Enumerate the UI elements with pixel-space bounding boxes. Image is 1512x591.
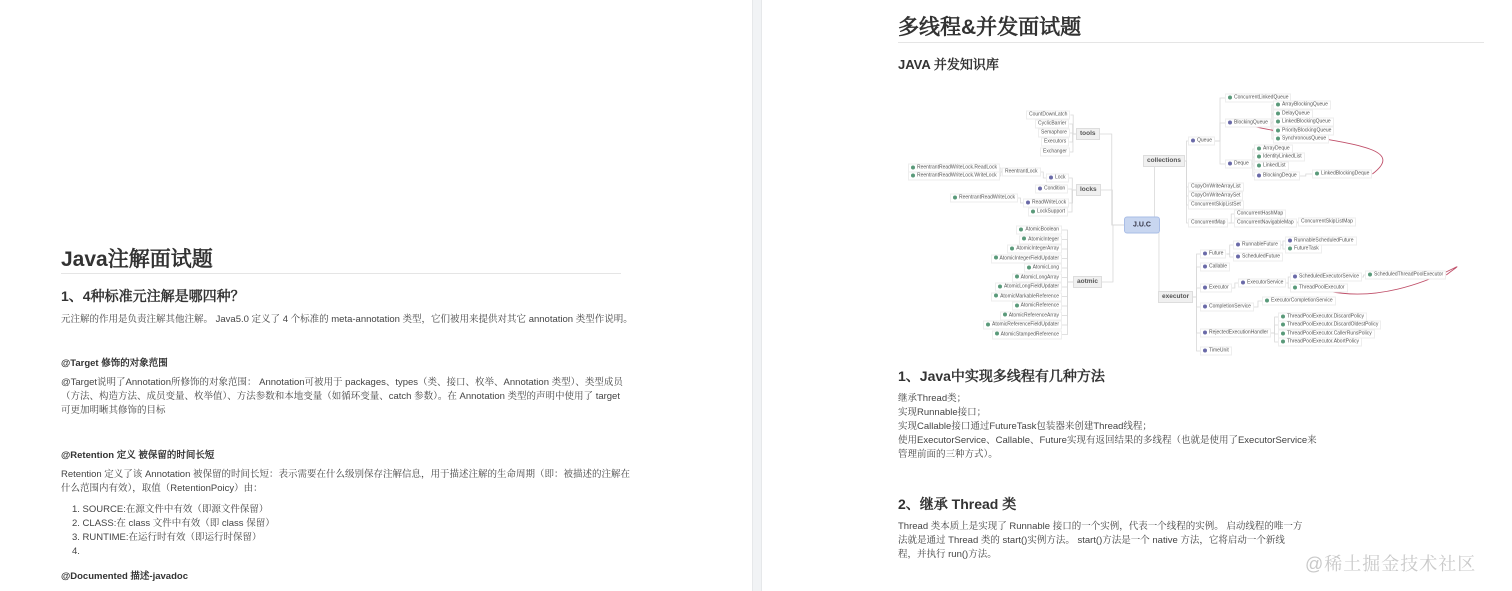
connector-line <box>1215 123 1225 141</box>
mind-map-node-timeunit <box>1200 347 1232 356</box>
class-icon <box>953 195 957 199</box>
node-label: CyclicBarrier <box>1038 120 1067 127</box>
node-label: AtomicStampedReference <box>1000 331 1059 337</box>
mind-map-node-reentrantlock <box>1002 168 1041 177</box>
class-icon <box>911 173 915 177</box>
node-label: Exchanger <box>1043 148 1067 155</box>
mind-map-node-concurrentskiplistset <box>1188 201 1244 210</box>
text-line: 管理前面的三种方式）。 <box>898 449 998 460</box>
node-label: ConcurrentLinkedQueue <box>1234 94 1289 101</box>
mind-map-node-concurrentnavigablemap <box>1234 219 1297 228</box>
node-label: FutureTask <box>1294 245 1319 252</box>
paragraph-thread <box>898 520 1302 562</box>
subheading-retention: @Retention 定义 被保留的时间长短 <box>61 450 215 461</box>
node-label: LockSupport <box>1037 208 1066 215</box>
mind-map-node-atomicmarkablereference <box>991 292 1062 301</box>
section-heading: 2、继承 Thread 类 <box>898 496 1017 512</box>
node-label: AtomicBoolean <box>1025 226 1059 233</box>
list-item: 3. RUNTIME:在运行时有效（即运行时保留） <box>72 532 262 543</box>
interface-icon <box>1026 200 1030 204</box>
connector-line <box>1069 190 1076 203</box>
node-label: AtomicLongFieldUpdater <box>1003 283 1059 290</box>
mind-map-node-deque <box>1225 160 1252 169</box>
class-icon <box>1276 102 1280 106</box>
class-icon <box>1276 128 1280 132</box>
connector-line <box>1271 325 1278 333</box>
node-label: ScheduledExecutorService <box>1299 273 1360 280</box>
interface-icon <box>1038 186 1042 190</box>
mind-map-node-concurrentskiplistmap <box>1298 218 1356 227</box>
page-title: 多线程&并发面试题 <box>898 16 1082 39</box>
text-line: 程，并执行 run()方法。 <box>898 549 997 560</box>
mind-map-node-readwritelock <box>1023 199 1069 208</box>
interface-icon <box>1228 120 1232 124</box>
mind-map-node-atomicintegerfieldupdater <box>991 254 1062 263</box>
node-label: ReentrantLock <box>1005 168 1038 175</box>
mind-map-node-callable <box>1200 263 1230 272</box>
mind-map-node-scheduledexecutorservice <box>1290 273 1362 282</box>
class-icon <box>1003 313 1007 317</box>
text-line: 实现Callable接口通过FutureTask包装器来创建Thread线程； <box>898 421 1152 432</box>
subheading-documented: @Documented 描述-javadoc <box>61 571 188 582</box>
mind-map-node-synchronousqueue <box>1273 135 1329 144</box>
mind-map-node-atomicreference <box>1012 302 1062 311</box>
mind-map-node-executors <box>1041 138 1069 147</box>
node-label: AtomicInteger <box>1028 236 1059 242</box>
node-label: DelayQueue <box>1282 110 1310 117</box>
node-label: RejectedExecutionHandler <box>1209 329 1269 336</box>
mind-map-node-atomicintegerarray <box>1007 245 1062 254</box>
node-label: Queue <box>1197 137 1213 144</box>
connector-line <box>1062 282 1073 335</box>
mind-map-node-concurrentmap <box>1188 219 1228 228</box>
list-item: 4. <box>72 546 80 557</box>
class-icon <box>998 284 1002 288</box>
class-icon <box>1265 298 1269 302</box>
mind-map-node-runnablefuture <box>1233 241 1281 250</box>
connector-line <box>1124 161 1185 225</box>
list-item: 2. CLASS:在 class 文件中有效（即 class 保留） <box>72 518 275 529</box>
interface-icon <box>1203 304 1207 308</box>
title-divider <box>61 273 621 274</box>
node-label: AtomicIntegerArray <box>1016 245 1059 252</box>
text-line: （方法、构造方法、成员变量、枚举值）、方法参数和本地变量（如循环变量、catch 参数）。在 Annotation 类型的声明中使用了 target <box>61 391 620 402</box>
class-icon <box>1031 209 1035 213</box>
node-label: LinkedList <box>1263 162 1286 169</box>
mind-map-node-tools <box>1076 128 1100 140</box>
paragraph-retention <box>61 468 630 496</box>
connector-line <box>1100 134 1124 225</box>
node-label: ReentrantReadWriteLock <box>959 194 1016 201</box>
node-label: AtomicReferenceArray <box>1008 312 1059 318</box>
node-label: AtomicLongArray <box>1020 274 1059 280</box>
retention-list <box>72 503 275 559</box>
mind-map-node-atomicstampedreference <box>992 330 1062 339</box>
class-icon <box>911 165 915 169</box>
text-line: 可更加明晰其修饰的目标 <box>61 405 166 416</box>
mind-map-node-blockingqueue <box>1225 119 1271 128</box>
node-label: ConcurrentSkipListSet <box>1191 201 1241 208</box>
node-label: Future <box>1209 250 1224 257</box>
class-icon <box>1015 303 1019 307</box>
node-label: Executor <box>1209 284 1229 291</box>
title-divider <box>898 42 1484 43</box>
class-icon <box>1281 314 1285 318</box>
mind-map-node-threadpoolexecutor-discardoldestpolicy <box>1278 321 1381 330</box>
class-icon <box>1022 237 1026 241</box>
mind-map-node-reentrantreadwritelock-writelock <box>908 172 1000 181</box>
class-icon <box>1257 154 1261 158</box>
page-title: Java注解面试题 <box>61 248 213 271</box>
interface-icon <box>1257 173 1261 177</box>
mind-map-node-completionservice <box>1200 303 1254 312</box>
node-label: Executors <box>1044 138 1067 145</box>
class-icon <box>1228 95 1232 99</box>
node-label: LinkedBlockingQueue <box>1282 118 1331 125</box>
mind-map-node-semaphore <box>1038 129 1070 138</box>
node-label: AtomicLong <box>1032 264 1059 271</box>
mind-map-node-copyonwritearrayset <box>1188 192 1243 201</box>
mind-map-node-countdownlatch <box>1026 111 1070 120</box>
mind-map-node-futuretask <box>1285 245 1322 254</box>
interface-icon <box>1228 161 1232 165</box>
mind-map-node-blockingdeque <box>1254 172 1300 181</box>
node-label: Deque <box>1234 160 1249 167</box>
section-heading: 1、Java中实现多线程有几种方法 <box>898 368 1105 384</box>
node-label: aotmic <box>1077 278 1098 285</box>
class-icon <box>1257 146 1261 150</box>
section-heading: 1、4种标准元注解是哪四种？ <box>61 288 245 304</box>
interface-icon <box>1049 175 1053 179</box>
connector-line <box>1215 141 1225 164</box>
mind-map-node-scheduledthreadpoolexecutor <box>1365 271 1446 280</box>
connector-line <box>1158 225 1160 297</box>
node-label: ConcurrentSkipListMap <box>1301 218 1353 225</box>
list-item: 1. SOURCE:在源文件中有效（即源文件保留） <box>72 504 269 515</box>
connector-line <box>1193 297 1200 351</box>
mind-map-node-arrayblockingqueue <box>1273 101 1331 110</box>
text-line: Thread 类本质上是实现了 Runnable 接口的一个实例，代表一个线程的实例。 启动线程的唯一方 <box>898 521 1303 532</box>
mind-map-node-atomiclongarray <box>1012 273 1062 282</box>
mind-map-node-linkedblockingqueue <box>1273 118 1334 127</box>
connector-line <box>1193 288 1200 297</box>
mind-map-node-executor <box>1200 284 1232 293</box>
mind-map-node-atomicinteger <box>1019 235 1062 244</box>
node-label: ExecutorService <box>1247 279 1284 286</box>
interface-icon <box>1203 285 1207 289</box>
mind-map-node-atomicreferencefieldupdater <box>983 321 1062 330</box>
mind-map-node-executorservice <box>1238 279 1286 288</box>
text-line: 使用ExecutorService、Callable、Future实现有返回结果的多线程（也就是使用了ExecutorService来 <box>898 435 1317 446</box>
node-label: ConcurrentMap <box>1191 219 1226 226</box>
node-label: CompletionService <box>1209 303 1251 310</box>
node-label: AtomicReferenceFieldUpdater <box>992 321 1059 328</box>
interface-icon <box>1191 138 1195 142</box>
class-icon <box>995 332 999 336</box>
class-icon <box>1281 331 1285 335</box>
mind-map-node-atomicboolean <box>1016 226 1062 235</box>
subtitle: JAVA 并发知识库 <box>898 57 999 72</box>
class-icon <box>1027 265 1031 269</box>
connector-line <box>1069 178 1076 190</box>
interface-icon <box>1236 254 1240 258</box>
interface-icon <box>1203 264 1207 268</box>
node-label: ThreadPoolExecutor.DiscardOldestPolicy <box>1287 321 1379 328</box>
node-label: RunnableScheduledFuture <box>1294 237 1354 244</box>
class-icon <box>1315 171 1319 175</box>
mind-map-node-copyonwritearraylist <box>1188 183 1244 192</box>
node-label: ConcurrentHashMap <box>1237 210 1284 217</box>
interface-icon <box>1288 238 1292 242</box>
node-label: ThreadPoolExecutor.CallerRunsPolicy <box>1287 330 1372 337</box>
node-label: ArrayBlockingQueue <box>1282 101 1328 108</box>
class-icon <box>994 294 998 298</box>
class-icon <box>1019 227 1023 231</box>
node-label: IdentityLinkedList <box>1263 153 1302 160</box>
node-label: LinkedBlockingDeque <box>1321 170 1370 177</box>
text-line: 法就是通过 Thread 类的 start()实例方法。 start()方法是一个 native 方法，它将启动一个新线 <box>898 535 1285 546</box>
class-icon <box>1276 111 1280 115</box>
class-icon <box>1368 272 1372 276</box>
node-label: BlockingQueue <box>1234 119 1268 126</box>
node-label: ThreadPoolExecutor <box>1299 284 1345 291</box>
node-label: Lock <box>1055 174 1066 181</box>
interface-icon <box>1203 348 1207 352</box>
text-line: 什么范围内有效），取值（RetentionPoicy）由： <box>61 483 263 494</box>
node-label: ReentrantReadWriteLock.WriteLock <box>917 172 997 179</box>
node-label: RunnableFuture <box>1242 241 1278 248</box>
subheading-target: @Target 修饰的对象范围 <box>61 358 168 369</box>
node-label: tools <box>1080 130 1096 137</box>
paragraph-methods <box>898 392 1317 462</box>
mind-map-node-identitylinkedlist <box>1254 153 1305 162</box>
mind-map-node-executor <box>1158 291 1193 303</box>
mind-map-node-atomicreferencearray <box>1000 311 1062 320</box>
mind-map-root <box>1124 217 1160 234</box>
node-label: J.U.C <box>1133 221 1151 229</box>
text-line: Retention 定义了该 Annotation 被保留的时间长短：表示需要在什么级别保存注解信息，用于描述注解的生命周期（即：被描述的注解在 <box>61 469 631 480</box>
connector-line <box>1254 301 1262 307</box>
node-label: collections <box>1147 157 1181 164</box>
node-label: ExecutorCompletionService <box>1271 297 1333 304</box>
text-line: @Target说明了Annotation所修饰的对象范围： Annotation可被用于 packages、types（类、接口、枚举、Annotation 类型）、类型成员 <box>61 377 623 388</box>
class-icon <box>1281 339 1285 343</box>
node-label: CopyOnWriteArraySet <box>1191 192 1241 199</box>
mind-map-node-future <box>1200 250 1226 259</box>
node-label: AtomicReference <box>1020 302 1059 309</box>
mind-map-node-scheduledfuture <box>1233 253 1283 262</box>
interface-icon <box>1236 242 1240 246</box>
node-label: ThreadPoolExecutor.AbortPolicy <box>1287 338 1359 345</box>
class-icon <box>1288 246 1292 250</box>
node-label: ReentrantReadWriteLock.ReadLock <box>917 164 997 171</box>
connector-line <box>1069 124 1076 134</box>
connector-line <box>1068 190 1076 212</box>
class-icon <box>1015 275 1019 279</box>
node-label: ArrayDeque <box>1263 145 1290 152</box>
node-label: Callable <box>1209 263 1228 270</box>
mind-map-node-atomiclong <box>1024 264 1062 273</box>
interface-icon <box>1203 251 1207 255</box>
node-label: TimeUnit <box>1209 347 1229 354</box>
node-label: CountDownLatch <box>1029 111 1068 118</box>
paragraph: 元注解的作用是负责注解其他注解。 Java5.0 定义了 4 个标准的 meta-annotation 类型，它们被用来提供对其它 annotation 类型作说明。 <box>61 314 633 325</box>
connector-line <box>1101 190 1124 225</box>
class-icon <box>1281 322 1285 326</box>
node-label: AtomicMarkableReference <box>1000 293 1059 299</box>
node-label: Condition <box>1044 185 1066 192</box>
text-line: 继承Thread类； <box>898 393 967 404</box>
mind-map-node-cyclicbarrier <box>1035 120 1069 129</box>
node-label: ReadWriteLock <box>1032 199 1067 206</box>
class-icon <box>994 256 998 260</box>
node-label: CopyOnWriteArrayList <box>1191 183 1241 190</box>
class-icon <box>1276 136 1280 140</box>
node-label: ScheduledFuture <box>1242 253 1281 260</box>
mind-map-node-rejectedexecutionhandler <box>1200 329 1271 338</box>
mind-map-node-reentrantreadwritelock <box>950 194 1018 203</box>
mind-map-node-threadpoolexecutor <box>1290 284 1348 293</box>
mind-map-node-threadpoolexecutor-abortpolicy <box>1278 338 1362 347</box>
watermark: @稀土掘金技术社区 <box>1305 554 1477 574</box>
mind-map-node-concurrenthashmap <box>1234 210 1286 219</box>
class-icon <box>1293 285 1297 289</box>
mind-map-node-linkedblockingdeque <box>1312 170 1372 179</box>
class-icon <box>1257 163 1261 167</box>
mind-map-node-locks <box>1076 184 1101 196</box>
juc-mind-map <box>900 85 1480 360</box>
class-icon <box>1276 119 1280 123</box>
node-label: BlockingDeque <box>1263 172 1297 179</box>
node-label: Semaphore <box>1041 129 1067 136</box>
interface-icon <box>1203 330 1207 334</box>
paragraph-target <box>61 376 623 418</box>
node-label: SynchronousQueue <box>1282 135 1327 142</box>
class-icon <box>986 322 990 326</box>
node-label: AtomicIntegerFieldUpdater <box>999 255 1059 261</box>
mind-map-node-lock <box>1046 174 1069 183</box>
mind-map-node-atomiclongfieldupdater <box>995 283 1062 292</box>
connector-line <box>1062 278 1073 283</box>
mind-map-node-queue <box>1188 137 1215 146</box>
connector-line <box>1102 225 1124 282</box>
node-label: executor <box>1162 293 1190 300</box>
node-label: ThreadPoolExecutor.DiscardPolicy <box>1287 313 1364 320</box>
mind-map-node-executorcompletionservice <box>1262 297 1336 306</box>
class-icon <box>1010 246 1014 250</box>
mind-map-node-condition <box>1035 185 1068 194</box>
connector-line <box>1300 174 1312 176</box>
text-line: 实现Runnable接口； <box>898 407 987 418</box>
node-label: ScheduledThreadPoolExecutor <box>1374 271 1444 278</box>
mind-map-node-locksupport <box>1028 208 1068 217</box>
interface-icon <box>1293 274 1297 278</box>
node-label: locks <box>1080 186 1097 193</box>
interface-icon <box>1241 280 1245 284</box>
mind-map-node-aotmic <box>1073 276 1102 288</box>
page-gutter <box>752 0 762 591</box>
mind-map-node-exchanger <box>1040 148 1070 157</box>
mind-map-node-collections <box>1143 155 1185 167</box>
node-label: ConcurrentNavigableMap <box>1237 219 1294 226</box>
node-label: PriorityBlockingQueue <box>1282 127 1332 134</box>
mind-map-node-linkedlist <box>1254 162 1289 171</box>
